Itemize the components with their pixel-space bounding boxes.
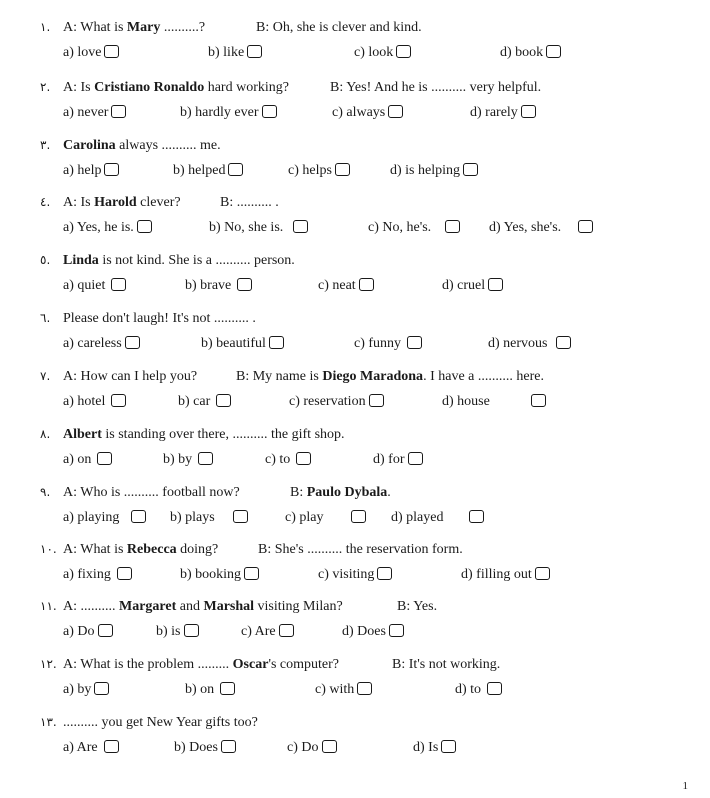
checkbox[interactable]	[293, 220, 308, 233]
checkbox[interactable]	[463, 163, 478, 176]
question-13	[0, 715, 710, 771]
option-b[interactable]: b) booking	[180, 567, 259, 585]
question-10	[0, 542, 710, 598]
checkbox[interactable]	[407, 336, 422, 349]
checkbox[interactable]	[111, 278, 126, 291]
checkbox[interactable]	[357, 682, 372, 695]
checkbox[interactable]	[94, 682, 109, 695]
option-b[interactable]: b) beautiful	[201, 336, 284, 354]
question-a: .......... you get New Year gifts too?	[63, 715, 258, 730]
question-a: A: What is the problem ......... Oscar's computer?	[63, 657, 339, 672]
checkbox[interactable]	[556, 336, 571, 349]
option-a[interactable]: a) playing	[63, 510, 146, 528]
checkbox[interactable]	[131, 510, 146, 523]
checkbox[interactable]	[279, 624, 294, 637]
checkbox[interactable]	[389, 624, 404, 637]
option-a[interactable]: a) by	[63, 682, 109, 700]
option-d[interactable]: d) is helping	[390, 163, 478, 181]
checkbox[interactable]	[244, 567, 259, 580]
option-d[interactable]: d) rarely	[470, 105, 536, 123]
question-b: B: Yes.	[397, 599, 438, 614]
option-c[interactable]: c) look	[354, 45, 411, 63]
checkbox[interactable]	[396, 45, 411, 58]
option-d[interactable]: d) played	[391, 510, 484, 528]
checkbox[interactable]	[137, 220, 152, 233]
question-3	[0, 138, 710, 194]
checkbox[interactable]	[535, 567, 550, 580]
question-7	[0, 369, 710, 425]
option-a[interactable]: a) careless	[63, 336, 140, 354]
option-b[interactable]: b) car	[178, 394, 231, 412]
option-a[interactable]: a) fixing	[63, 567, 132, 585]
question-11	[0, 599, 710, 655]
checkbox[interactable]	[546, 45, 561, 58]
option-d[interactable]: d) nervous	[488, 336, 571, 354]
question-a: A: .......... Margaret and Marshal visiting Milan?	[63, 599, 343, 614]
question-number: ٥.	[40, 253, 51, 267]
checkbox[interactable]	[351, 510, 366, 523]
question-number: ١.	[40, 20, 51, 34]
checkbox[interactable]	[247, 45, 262, 58]
question-b: B: Paulo Dybala.	[290, 485, 391, 500]
option-c[interactable]: c) funny	[354, 336, 422, 354]
question-number: ١١.	[40, 599, 57, 613]
checkbox[interactable]	[184, 624, 199, 637]
question-number: ٢.	[40, 80, 51, 94]
option-d[interactable]: d) house	[442, 394, 490, 409]
option-b[interactable]: b) brave	[185, 278, 252, 296]
option-c[interactable]: c) play	[285, 510, 366, 528]
option-d[interactable]: d) Yes, she's.	[489, 220, 593, 238]
checkbox[interactable]	[521, 105, 536, 118]
option-b[interactable]: b) like	[208, 45, 262, 63]
checkbox[interactable]	[104, 163, 119, 176]
option-c[interactable]: c) with	[315, 682, 372, 700]
option-c[interactable]: c) No, he's.	[368, 220, 460, 238]
option-c[interactable]: c) always	[332, 105, 403, 123]
checkbox[interactable]	[104, 45, 119, 58]
option-b[interactable]: b) plays	[170, 510, 248, 528]
question-number: ٦.	[40, 311, 51, 325]
option-d[interactable]: d) filling out	[461, 567, 550, 585]
question-a: A: Is Cristiano Ronaldo hard working?	[63, 80, 289, 95]
option-d[interactable]: d) Is	[413, 740, 456, 758]
question-b: B: Yes! And he is .......... very helpful.	[330, 80, 542, 95]
option-c[interactable]: c) Do	[287, 740, 337, 758]
option-a[interactable]: a) love	[63, 45, 119, 63]
checkbox[interactable]	[441, 740, 456, 753]
checkbox[interactable]	[104, 740, 119, 753]
option-d[interactable]: d) cruel	[442, 278, 503, 296]
checkbox[interactable]	[445, 220, 460, 233]
option-a[interactable]: a) help	[63, 163, 119, 181]
checkbox[interactable]	[262, 105, 277, 118]
option-a[interactable]: a) hotel	[63, 394, 126, 412]
question-number: ١٢.	[40, 657, 57, 671]
question-number: ١٠.	[40, 542, 57, 556]
question-a: Carolina always .......... me.	[63, 138, 221, 153]
question-a: Albert is standing over there, .......... the gift shop.	[63, 427, 345, 442]
question-a: A: Is Harold clever?	[63, 195, 181, 210]
question-a: Please don't laugh! It's not .......... .	[63, 311, 256, 326]
checkbox[interactable]	[216, 394, 231, 407]
option-b[interactable]: b) Does	[174, 740, 236, 758]
question-b: B: It's not working.	[392, 657, 501, 672]
checkbox[interactable]	[269, 336, 284, 349]
option-d[interactable]: d) book	[500, 45, 561, 63]
checkbox[interactable]	[125, 336, 140, 349]
question-8	[0, 427, 710, 483]
question-b: B: Oh, she is clever and kind.	[256, 20, 422, 35]
checkbox[interactable]	[487, 682, 502, 695]
option-c[interactable]: c) Are	[241, 624, 294, 642]
checkbox[interactable]	[221, 740, 236, 753]
question-b: B: My name is Diego Maradona. I have a .......... here.	[236, 369, 544, 384]
checkbox[interactable]	[97, 452, 112, 465]
checkbox[interactable]	[233, 510, 248, 523]
question-1	[0, 20, 710, 76]
option-c[interactable]: c) helps	[288, 163, 350, 181]
option-b[interactable]: b) No, she is.	[209, 220, 308, 238]
option-b[interactable]: b) is	[156, 624, 199, 642]
checkbox[interactable]	[98, 624, 113, 637]
option-c[interactable]: c) neat	[318, 278, 374, 296]
question-a: A: What is Rebecca doing?	[63, 542, 219, 557]
option-c[interactable]: c) reservation	[289, 394, 384, 412]
checkbox[interactable]	[359, 278, 374, 291]
option-c[interactable]: c) to	[265, 452, 311, 470]
checkbox[interactable]	[377, 567, 392, 580]
option-b[interactable]: b) hardly ever	[180, 105, 277, 123]
checkbox[interactable]	[111, 105, 126, 118]
question-a: A: What is Mary ..........?	[63, 20, 206, 35]
question-number: ٨.	[40, 427, 51, 441]
question-9	[0, 485, 710, 541]
question-4	[0, 195, 710, 251]
question-6	[0, 311, 710, 367]
checkbox[interactable]	[296, 452, 311, 465]
checkbox[interactable]	[488, 278, 503, 291]
page-number: 1	[682, 780, 688, 792]
option-a[interactable]: a) Do	[63, 624, 113, 642]
checkbox[interactable]	[578, 220, 593, 233]
checkbox[interactable]	[117, 567, 132, 580]
checkbox[interactable]	[335, 163, 350, 176]
question-number: ٧.	[40, 369, 51, 383]
option-d[interactable]: d) to	[455, 682, 502, 700]
question-number: ٩.	[40, 485, 51, 499]
option-a[interactable]: a) Yes, he is.	[63, 220, 152, 238]
checkbox[interactable]	[469, 510, 484, 523]
question-number: ١٣.	[40, 715, 57, 729]
checkbox[interactable]	[388, 105, 403, 118]
question-number: ٤.	[40, 195, 51, 209]
question-12	[0, 657, 710, 713]
checkbox[interactable]	[198, 452, 213, 465]
option-d[interactable]: d) Does	[342, 624, 404, 642]
checkbox[interactable]	[111, 394, 126, 407]
question-a: Linda is not kind. She is a .......... person.	[63, 253, 295, 268]
option-a[interactable]: a) on	[63, 452, 112, 470]
option-b[interactable]: b) on	[185, 682, 235, 700]
option-b[interactable]: b) by	[163, 452, 213, 470]
checkbox[interactable]	[369, 394, 384, 407]
question-b: B: .......... .	[220, 195, 279, 210]
option-a[interactable]: a) Are	[63, 740, 119, 758]
checkbox[interactable]	[228, 163, 243, 176]
checkbox[interactable]	[408, 452, 423, 465]
question-a: A: How can I help you?	[63, 369, 198, 384]
question-b: B: She's .......... the reservation form.	[258, 542, 463, 557]
question-a: A: Who is .......... football now?	[63, 485, 240, 500]
checkbox[interactable]	[531, 394, 546, 407]
checkbox[interactable]	[237, 278, 252, 291]
option-a[interactable]: a) never	[63, 105, 126, 123]
question-number: ٣.	[40, 138, 51, 152]
option-b[interactable]: b) helped	[173, 163, 243, 181]
option-a[interactable]: a) quiet	[63, 278, 126, 296]
option-d[interactable]: d) for	[373, 452, 423, 470]
option-c[interactable]: c) visiting	[318, 567, 392, 585]
question-2	[0, 80, 710, 136]
checkbox[interactable]	[220, 682, 235, 695]
question-5	[0, 253, 710, 309]
checkbox[interactable]	[322, 740, 337, 753]
